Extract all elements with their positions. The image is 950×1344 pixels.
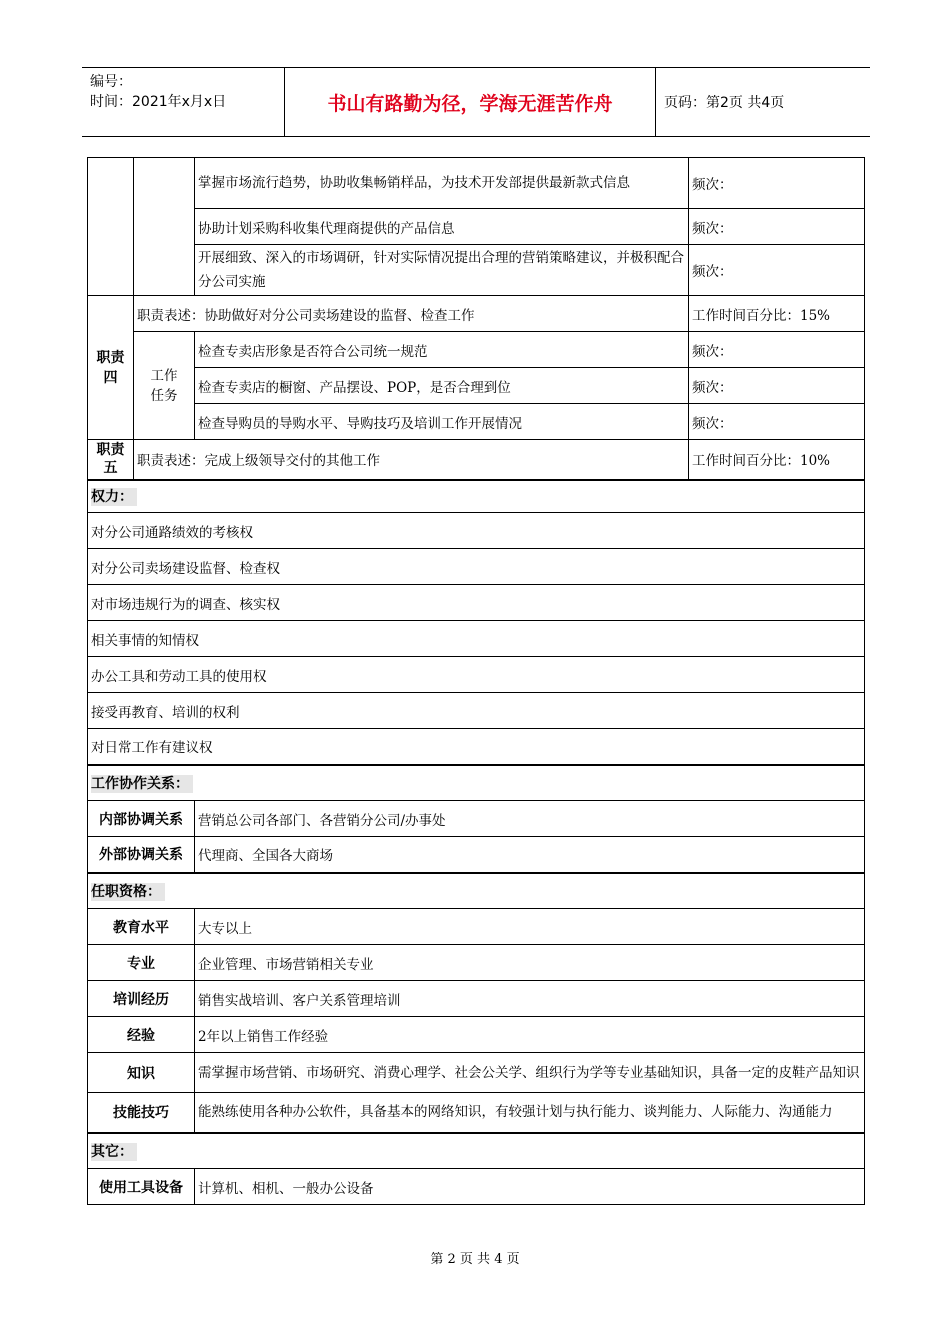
other-title: 其它： bbox=[91, 1143, 137, 1161]
power-item: 对市场违规行为的调查、核实权 bbox=[88, 585, 865, 621]
table-row bbox=[88, 1017, 865, 1053]
page-header bbox=[82, 67, 870, 137]
table-row bbox=[88, 404, 865, 440]
duty4-task-label: 工作任务 bbox=[134, 332, 195, 440]
duty4-task-frequency: 频次： bbox=[689, 404, 865, 440]
cooperation-section-header bbox=[88, 765, 865, 801]
duty5-time-percent: 工作时间百分比：10% bbox=[689, 440, 865, 480]
table-row bbox=[88, 368, 865, 404]
duty3-task-label-cell bbox=[134, 158, 195, 296]
qualification-label: 知识 bbox=[88, 1053, 195, 1093]
table-row bbox=[88, 837, 865, 873]
table-row bbox=[88, 209, 865, 245]
external-relation-label: 外部协调关系 bbox=[88, 837, 195, 873]
table-row bbox=[88, 1053, 865, 1093]
tools-label: 使用工具设备 bbox=[88, 1169, 195, 1205]
table-row bbox=[88, 440, 865, 480]
header-page-number: 页码：第2页 共4页 bbox=[664, 95, 785, 111]
table-row bbox=[88, 801, 865, 837]
header-meta bbox=[90, 72, 280, 112]
header-motto: 书山有路勤为径，学海无涯苦作舟 bbox=[284, 68, 656, 136]
list-item bbox=[88, 693, 865, 729]
powers-title: 权力： bbox=[91, 488, 137, 506]
qualification-value: 能熟练使用各种办公软件，具备基本的网络知识，有较强计划与执行能力、谈判能力、人际能力、沟通能力 bbox=[195, 1093, 865, 1133]
tools-value: 计算机、相机、一般办公设备 bbox=[195, 1169, 865, 1205]
qualification-value: 2年以上销售工作经验 bbox=[195, 1017, 865, 1053]
duty4-task: 检查专卖店的橱窗、产品摆设、POP，是否合理到位 bbox=[195, 368, 689, 404]
table-row bbox=[88, 981, 865, 1017]
power-item: 相关事情的知情权 bbox=[88, 621, 865, 657]
list-item bbox=[88, 621, 865, 657]
document-date: 时间：2021年x月x日 bbox=[90, 94, 227, 110]
qualification-value: 需掌握市场营销、市场研究、消费心理学、社会公关学、组织行为学等专业基础知识，具备一定的皮鞋产品知识 bbox=[195, 1053, 865, 1093]
duty3-task-frequency: 频次： bbox=[689, 209, 865, 245]
duty4-description: 职责表述：协助做好对分公司卖场建设的监督、检查工作 bbox=[134, 296, 689, 332]
qualification-label: 教育水平 bbox=[88, 909, 195, 945]
document-number-label: 编号： bbox=[90, 74, 132, 90]
table-row bbox=[88, 945, 865, 981]
list-item bbox=[88, 513, 865, 549]
internal-relation-value: 营销总公司各部门、各营销分公司/办事处 bbox=[195, 801, 865, 837]
duty4-task-frequency: 频次： bbox=[689, 332, 865, 368]
qualifications-section-header bbox=[88, 873, 865, 909]
power-item: 对日常工作有建议权 bbox=[88, 729, 865, 765]
cooperation-title: 工作协作关系： bbox=[91, 775, 193, 793]
powers-section-header bbox=[88, 480, 865, 513]
duty3-label-cell bbox=[88, 158, 134, 296]
list-item bbox=[88, 729, 865, 765]
table-row bbox=[88, 158, 865, 209]
list-item bbox=[88, 657, 865, 693]
duty4-task: 检查专卖店形象是否符合公司统一规范 bbox=[195, 332, 689, 368]
list-item bbox=[88, 549, 865, 585]
table-row bbox=[88, 245, 865, 296]
duty4-label: 职责四 bbox=[88, 296, 134, 440]
duty4-time-percent: 工作时间百分比：15% bbox=[689, 296, 865, 332]
qualification-label: 专业 bbox=[88, 945, 195, 981]
table-row bbox=[88, 1169, 865, 1205]
other-section-header bbox=[88, 1133, 865, 1169]
qualifications-title: 任职资格： bbox=[91, 883, 165, 901]
duty3-task: 开展细致、深入的市场调研，针对实际情况提出合理的营销策略建议，并极积配合分公司实施 bbox=[195, 245, 689, 296]
power-item: 对分公司卖场建设监督、检查权 bbox=[88, 549, 865, 585]
power-item: 接受再教育、培训的权利 bbox=[88, 693, 865, 729]
qualification-value: 企业管理、市场营销相关专业 bbox=[195, 945, 865, 981]
list-item bbox=[88, 585, 865, 621]
qualification-label: 培训经历 bbox=[88, 981, 195, 1017]
power-item: 对分公司通路绩效的考核权 bbox=[88, 513, 865, 549]
page-footer: 第 2 页 共 4 页 bbox=[430, 1252, 520, 1267]
duty3-task-frequency: 频次： bbox=[689, 158, 865, 209]
table-row bbox=[88, 332, 865, 368]
duty5-label: 职责五 bbox=[88, 440, 134, 480]
duty3-task-frequency: 频次： bbox=[689, 245, 865, 296]
table-row bbox=[88, 296, 865, 332]
duty3-task: 协助计划采购科收集代理商提供的产品信息 bbox=[195, 209, 689, 245]
qualification-label: 经验 bbox=[88, 1017, 195, 1053]
table-row bbox=[88, 909, 865, 945]
internal-relation-label: 内部协调关系 bbox=[88, 801, 195, 837]
duty3-task: 掌握市场流行趋势，协助收集畅销样品，为技术开发部提供最新款式信息 bbox=[195, 158, 689, 209]
job-description-table bbox=[87, 157, 865, 1205]
duty5-description: 职责表述：完成上级领导交付的其他工作 bbox=[134, 440, 689, 480]
duty4-task: 检查导购员的导购水平、导购技巧及培训工作开展情况 bbox=[195, 404, 689, 440]
duty4-task-frequency: 频次： bbox=[689, 368, 865, 404]
external-relation-value: 代理商、全国各大商场 bbox=[195, 837, 865, 873]
qualification-value: 大专以上 bbox=[195, 909, 865, 945]
qualification-value: 销售实战培训、客户关系管理培训 bbox=[195, 981, 865, 1017]
table-row bbox=[88, 1093, 865, 1133]
power-item: 办公工具和劳动工具的使用权 bbox=[88, 657, 865, 693]
qualification-label: 技能技巧 bbox=[88, 1093, 195, 1133]
